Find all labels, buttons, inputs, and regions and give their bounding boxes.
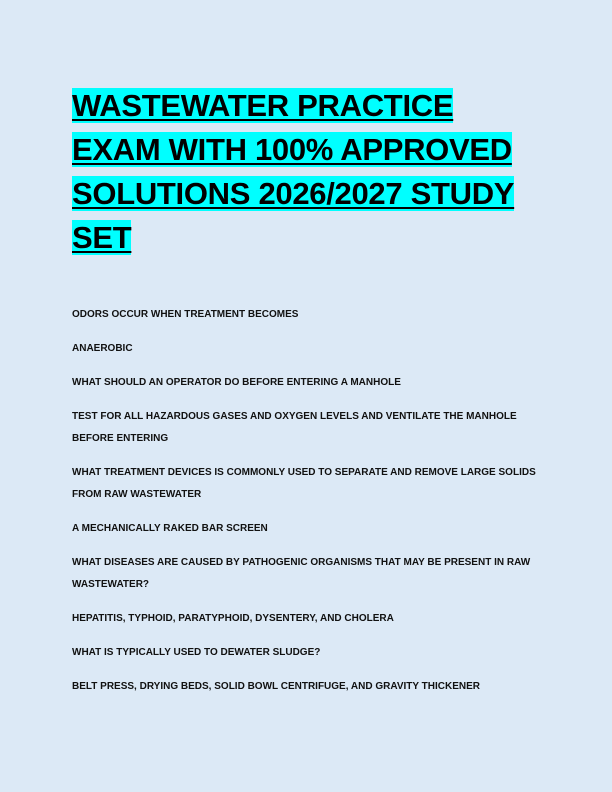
question-line: WHAT SHOULD AN OPERATOR DO BEFORE ENTERING A MANHOLE	[72, 377, 401, 388]
document-title	[72, 84, 540, 260]
question-line: WHAT TREATMENT DEVICES IS COMMONLY USED TO SEPARATE AND REMOVE LARGE SOLIDS FROM RAW WASTEWATER	[72, 467, 536, 500]
question-line: WHAT IS TYPICALLY USED TO DEWATER SLUDGE?	[72, 647, 321, 658]
question-line: WHAT DISEASES ARE CAUSED BY PATHOGENIC ORGANISMS THAT MAY BE PRESENT IN RAW WASTEWATER?	[72, 557, 531, 590]
answer-line: TEST FOR ALL HAZARDOUS GASES AND OXYGEN LEVELS AND VENTILATE THE MANHOLE BEFORE ENTERING	[72, 411, 517, 444]
answer-line: ANAEROBIC	[72, 343, 133, 354]
answer-line: BELT PRESS, DRYING BEDS, SOLID BOWL CENTRIFUGE, AND GRAVITY THICKENER	[72, 681, 480, 692]
answer-line: A MECHANICALLY RAKED BAR SCREEN	[72, 523, 268, 534]
document-title-text: WASTEWATER PRACTICE EXAM WITH 100% APPROVED SOLUTIONS 2026/2027 STUDY SET	[72, 88, 515, 255]
question-line: ODORS OCCUR WHEN TREATMENT BECOMES	[72, 309, 299, 320]
question-answer-list	[72, 304, 540, 698]
answer-line: HEPATITIS, TYPHOID, PARATYPHOID, DYSENTERY, AND CHOLERA	[72, 613, 394, 624]
